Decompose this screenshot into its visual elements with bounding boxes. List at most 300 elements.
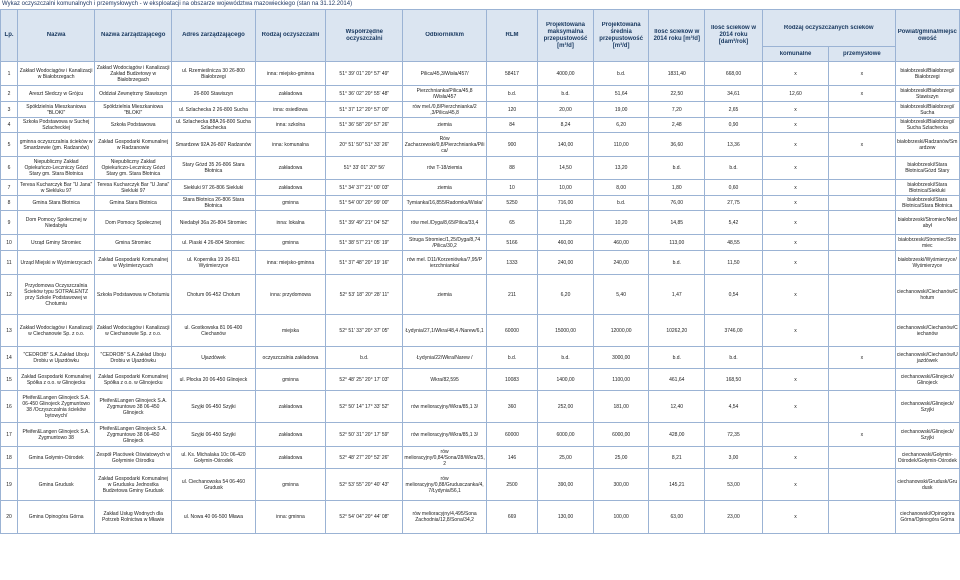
row-district: ciechanowski/Glinojeck/ Szyjki (895, 391, 959, 423)
row-plant-type: miejska (255, 315, 326, 347)
row-max-throughput: 6,20 (538, 275, 594, 315)
row-receiver: Łydynia/27,1/Wkra/48,4 /Narew/6,1 (403, 315, 486, 347)
row-sewage-dam: 0,60 (705, 180, 763, 196)
row-receiver: ziemia (403, 118, 486, 133)
row-rlm: b.d. (486, 347, 537, 369)
row-coords: 51° 36' 58" 20° 57' 26" (326, 118, 403, 133)
row-max-throughput: 1400,00 (538, 369, 594, 391)
row-avg-throughput: b.d. (593, 62, 649, 86)
header-plant-type: Rodzaj oczyszczalni (255, 10, 326, 62)
row-sewage-m3d: 428,00 (649, 423, 705, 447)
row-owner-address: ul. Nowa 40 06-500 Mława (172, 501, 255, 534)
row-max-throughput: 25,00 (538, 447, 594, 469)
row-owner-name: Zakład Gospodarki Komunalnej w Wyśmierzycach (95, 251, 172, 275)
row-sewage-m3d: 1831,40 (649, 62, 705, 86)
row-owner-name: Niepubliczny Zakład Opiekuńczo-Leczniczy Gózd Stary gm. Stara Błotnica (95, 157, 172, 180)
table-row (1, 196, 960, 211)
row-lp: 4 (1, 118, 18, 133)
row-plant-type: zakładowa (255, 423, 326, 447)
row-avg-throughput: 110,00 (593, 133, 649, 157)
row-owner-name: Zakład Gospodarki Komunalnej Spółka z o.o. w Glinojecku (95, 369, 172, 391)
row-avg-throughput: 51,64 (593, 86, 649, 102)
header-avg-throughput: Projektowana średnia przepustowość [m³/d] (593, 10, 649, 62)
row-lp: 10 (1, 235, 18, 251)
row-industrial (829, 157, 895, 180)
row-owner-name: Pfeifer&Langen Glinojeck S.A. Zygmuntowo 38 06-450 Glinojeck (95, 391, 172, 423)
row-coords: 51° 37' 12" 20° 57' 00" (326, 102, 403, 118)
row-owner-address: ul. Rzemieślnicza 30 26-800 Białobrzegi (172, 62, 255, 86)
row-industrial: x (829, 86, 895, 102)
row-coords: 52° 53' 55" 20° 40' 43" (326, 469, 403, 501)
row-avg-throughput: 181,00 (593, 391, 649, 423)
row-avg-throughput: 8,00 (593, 180, 649, 196)
header-communal: komunalne (762, 47, 828, 62)
row-rlm: 65 (486, 211, 537, 235)
row-sewage-m3d: 22,50 (649, 86, 705, 102)
table-row (1, 447, 960, 469)
row-rlm: b.d. (486, 86, 537, 102)
row-coords: 51° 39' 01" 20° 57' 49" (326, 62, 403, 86)
row-sewage-m3d: 63,00 (649, 501, 705, 534)
row-industrial (829, 275, 895, 315)
row-avg-throughput: 25,00 (593, 447, 649, 469)
row-avg-throughput: 100,00 (593, 501, 649, 534)
header-types-group: Rodzaj oczyszczanych ścieków (762, 10, 895, 47)
row-receiver: Struga Stromiec/1,25/Dyga/8,74 /Pilica/30,2 (403, 235, 486, 251)
table-row (1, 469, 960, 501)
row-communal: 12,60 (762, 86, 828, 102)
table-row (1, 251, 960, 275)
row-coords: 52° 48' 25" 20° 17' 03" (326, 369, 403, 391)
row-max-throughput: 14,50 (538, 157, 594, 180)
table-row (1, 315, 960, 347)
row-sewage-dam: 27,75 (705, 196, 763, 211)
row-sewage-dam: 2,65 (705, 102, 763, 118)
row-lp: 18 (1, 447, 18, 469)
row-name: Zakład Gospodarki Komunalnej Spółka z o.o. w Glinojecku (18, 369, 95, 391)
row-industrial (829, 251, 895, 275)
row-plant-type: oczyszczalnia zakładowa (255, 347, 326, 369)
row-name: gminna oczyszczalnia ścieków w Smardzewie (gm. Radzanów) (18, 133, 95, 157)
row-receiver: rów melioracyjny/Wkra/85,1 3/ (403, 391, 486, 423)
row-avg-throughput: 10,20 (593, 211, 649, 235)
row-rlm: 2500 (486, 469, 537, 501)
row-rlm: 88 (486, 157, 537, 180)
row-district: ciechanowski/Opinogóra Górna/Opinogóra Górna (895, 501, 959, 534)
row-avg-throughput: 3000,00 (593, 347, 649, 369)
row-owner-name: Oddział Zewnętrzny Stawiszyn (95, 86, 172, 102)
row-max-throughput: 10,00 (538, 180, 594, 196)
table-row (1, 423, 960, 447)
row-district: białobrzeski/Stromiec/Niedabył (895, 211, 959, 235)
row-district: białobrzeski/Białobrzegi/ Stawiszyn (895, 86, 959, 102)
row-rlm: 60000 (486, 423, 537, 447)
row-plant-type: inna: gminna (255, 501, 326, 534)
table-row (1, 369, 960, 391)
row-avg-throughput: 19,00 (593, 102, 649, 118)
row-sewage-dam: 34,61 (705, 86, 763, 102)
row-owner-name: Gmina Stara Błotnica (95, 196, 172, 211)
row-lp: 12 (1, 275, 18, 315)
row-plant-type: zakładowa (255, 391, 326, 423)
row-max-throughput: 130,00 (538, 501, 594, 534)
row-receiver: Łydynia/22/Wkra/Narew / (403, 347, 486, 369)
row-max-throughput: 240,00 (538, 251, 594, 275)
row-receiver: rów melioracyjny/4,495/Sona Zachodnia/12,8/Sona/34,2 (403, 501, 486, 534)
row-plant-type: inna: przydomowa (255, 275, 326, 315)
row-lp: 19 (1, 469, 18, 501)
row-name: Niepubliczny Zakład Opiekuńczo-Leczniczy Gózd Stary gm. Stara Błotnica (18, 157, 95, 180)
row-name: Pfeifer&Langen Glinojeck S.A. 06-450 Glinojeck Zygmuntowo 38 /Oczyszczalnia ścieków bytowych/ (18, 391, 95, 423)
table-row (1, 133, 960, 157)
row-lp: 13 (1, 315, 18, 347)
row-communal: x (762, 369, 828, 391)
row-owner-address: Szyjki 06-450 Szyjki (172, 423, 255, 447)
row-lp: 20 (1, 501, 18, 534)
row-coords: 20° 51' 50" 51° 33' 26" (326, 133, 403, 157)
row-owner-name: Zakład Gospodarki Komunalnej w Radzanowie (95, 133, 172, 157)
row-max-throughput: 390,00 (538, 469, 594, 501)
row-max-throughput: 20,00 (538, 102, 594, 118)
row-rlm: 900 (486, 133, 537, 157)
row-plant-type: inna: miejsko-gminna (255, 62, 326, 86)
row-owner-name: Szkoła Podstawowa (95, 118, 172, 133)
row-name: Gmina Opinogóra Górna (18, 501, 95, 534)
row-owner-address: Chotum 06-452 Chotum (172, 275, 255, 315)
row-industrial (829, 118, 895, 133)
row-sewage-m3d: 14,85 (649, 211, 705, 235)
row-max-throughput: 15000,00 (538, 315, 594, 347)
row-sewage-dam: 13,36 (705, 133, 763, 157)
row-industrial (829, 469, 895, 501)
row-district: białobrzeski/Stara Błotnica/Gózd Stary (895, 157, 959, 180)
row-name: Gmina Stara Błotnica (18, 196, 95, 211)
row-industrial (829, 501, 895, 534)
row-industrial (829, 369, 895, 391)
row-sewage-m3d: 7,20 (649, 102, 705, 118)
table-row (1, 180, 960, 196)
row-sewage-m3d: 1,80 (649, 180, 705, 196)
row-receiver: rów mel. D11/Korzeniówka/7,95/P ierzchnianka/ (403, 251, 486, 275)
row-sewage-m3d: 145,21 (649, 469, 705, 501)
row-receiver: rów mel./Dyga/8,65/Pilica/33,4 (403, 211, 486, 235)
row-lp: 3 (1, 102, 18, 118)
row-plant-type: inna: osiedlowa (255, 102, 326, 118)
row-communal: x (762, 251, 828, 275)
row-lp: 16 (1, 391, 18, 423)
row-owner-address: Stara Błotnica 26-806 Stara Błotnica (172, 196, 255, 211)
header-max-throughput: Projektowana maksymalna przepustowość [m³/d] (538, 10, 594, 62)
row-owner-name: Teresa Kucharczyk Bar "U Jana" Siekluki 97 (95, 180, 172, 196)
row-lp: 11 (1, 251, 18, 275)
row-name: Dom Pomocy Społecznej w Niedabyłu (18, 211, 95, 235)
row-communal (762, 423, 828, 447)
row-sewage-dam: 23,00 (705, 501, 763, 534)
row-receiver: Tymianka/16,855/Radomka/Wisła/ (403, 196, 486, 211)
row-communal (762, 347, 828, 369)
row-sewage-m3d: b.d. (649, 347, 705, 369)
row-district: ciechanowski/Ciechanów/Ujazdówek (895, 347, 959, 369)
row-owner-address: ul. Kopernika 19 26-811 Wyśmierzyce (172, 251, 255, 275)
row-sewage-dam: 53,00 (705, 469, 763, 501)
table-row (1, 86, 960, 102)
row-rlm: 5166 (486, 235, 537, 251)
table-row (1, 157, 960, 180)
table-row (1, 62, 960, 86)
row-sewage-m3d: 36,60 (649, 133, 705, 157)
row-industrial (829, 102, 895, 118)
row-max-throughput: 460,00 (538, 235, 594, 251)
row-avg-throughput: 6,20 (593, 118, 649, 133)
row-owner-address: ul. Ciechanowska 54 06-460 Grudusk (172, 469, 255, 501)
row-owner-address: ul. Szlachecka 88A 26-800 Sucha Szlachecka (172, 118, 255, 133)
header-owner-name: Nazwa zarządzającego (95, 10, 172, 62)
table-row (1, 275, 960, 315)
row-sewage-dam: 3746,00 (705, 315, 763, 347)
row-owner-address: ul. Szlachecka 2 26-800 Sucha (172, 102, 255, 118)
row-coords: 52° 51' 33" 20° 37' 05" (326, 315, 403, 347)
row-owner-address: Ujazdówek (172, 347, 255, 369)
row-receiver: ziemia (403, 275, 486, 315)
row-avg-throughput: 6000,00 (593, 423, 649, 447)
row-coords: 51° 54' 00" 20° 99' 00" (326, 196, 403, 211)
row-receiver: rów melioracyjny/Wkra/85,1 3/ (403, 423, 486, 447)
header-sewage-m3d: Ilość ścieków w 2014 roku [m³/d] (649, 10, 705, 62)
row-owner-name: Zakład Wodociągów i Kanalizacji Zakład Budżetowy w Białobrzegach (95, 62, 172, 86)
row-owner-address: Stary Gózd 35 26-806 Stara Błotnica (172, 157, 255, 180)
row-receiver: rów mel./0,8/Pierzchnianka/2 ,3/Pilica/45,8 (403, 102, 486, 118)
row-name: Urząd Gminy Stromiec (18, 235, 95, 251)
row-sewage-m3d: 113,00 (649, 235, 705, 251)
table-row (1, 347, 960, 369)
header-district: Powiat/gmina/miejscowość (895, 10, 959, 62)
page-title: Wykaz oczyszczalni komunalnych i przemysłowych - w eksploatacji na obszarze województwa mazowieckiego (stan na 31.12.2014) (2, 1, 353, 7)
header-rlm: RLM (486, 10, 537, 62)
row-max-throughput: 8,24 (538, 118, 594, 133)
row-plant-type: gminna (255, 235, 326, 251)
row-sewage-dam: 48,55 (705, 235, 763, 251)
row-sewage-dam: 0,90 (705, 118, 763, 133)
row-owner-name: Spółdzielnia Mieszkaniowa "BLOKI" (95, 102, 172, 118)
row-plant-type: zakładowa (255, 157, 326, 180)
row-industrial (829, 315, 895, 347)
header-sewage-dam: Ilość ścieków w 2014 roku [dam³/rok] (705, 10, 763, 62)
row-max-throughput: b.d. (538, 347, 594, 369)
row-rlm: 211 (486, 275, 537, 315)
row-avg-throughput: 13,20 (593, 157, 649, 180)
row-owner-name: Zakład Wodociągów i Kanalizacji w Ciechanowie Sp. z o.o. (95, 315, 172, 347)
row-communal: x (762, 62, 828, 86)
row-lp: 15 (1, 369, 18, 391)
row-lp: 14 (1, 347, 18, 369)
table-row (1, 102, 960, 118)
row-owner-name: Zakład Gospodarki Komunalnej w Grudusku Jednostka Budżetowa Gminy Grudusk (95, 469, 172, 501)
row-avg-throughput: 240,00 (593, 251, 649, 275)
row-plant-type: gminna (255, 469, 326, 501)
row-communal: x (762, 196, 828, 211)
row-coords: 52° 48' 27" 20° 52' 26" (326, 447, 403, 469)
table-row (1, 391, 960, 423)
row-name: Urząd Miejski w Wyśmierzycach (18, 251, 95, 275)
row-district: ciechanowski/Grudusk/Grudusk (895, 469, 959, 501)
row-coords: 52° 50' 31" 20° 17' 59" (326, 423, 403, 447)
row-district: białobrzeski/Stromiec/Stromiec (895, 235, 959, 251)
row-avg-throughput: b.d. (593, 196, 649, 211)
row-rlm: 146 (486, 447, 537, 469)
row-max-throughput: 11,20 (538, 211, 594, 235)
row-communal: x (762, 133, 828, 157)
row-owner-address: Smardzew 92A 26-807 Radzanów (172, 133, 255, 157)
row-sewage-dam: 72,35 (705, 423, 763, 447)
row-max-throughput: 252,00 (538, 391, 594, 423)
row-rlm: 58417 (486, 62, 537, 86)
row-communal: x (762, 118, 828, 133)
row-sewage-m3d: 461,64 (649, 369, 705, 391)
row-rlm: 60000 (486, 315, 537, 347)
row-owner-address: Szyjki 06-450 Szyjki (172, 391, 255, 423)
row-plant-type: zakładowa (255, 180, 326, 196)
row-coords: 51° 38' 57" 21° 05' 19" (326, 235, 403, 251)
row-district: ciechanowski/Ciechanów/Ciechanów (895, 315, 959, 347)
wastewater-table (0, 9, 960, 534)
row-sewage-m3d: 8,21 (649, 447, 705, 469)
row-owner-name: Szkoła Podstawowa w Chotumiu (95, 275, 172, 315)
row-name: Pfeifer&Langen Glinojeck S.A. Zygmuntowo 38 (18, 423, 95, 447)
row-district: białobrzeski/Radzanów/Smardzew (895, 133, 959, 157)
row-industrial (829, 211, 895, 235)
row-rlm: 10 (486, 180, 537, 196)
row-rlm: 120 (486, 102, 537, 118)
row-sewage-dam: 4,54 (705, 391, 763, 423)
row-communal: x (762, 315, 828, 347)
row-sewage-dam: 3,00 (705, 447, 763, 469)
row-lp: 6 (1, 157, 18, 180)
row-plant-type: gminna (255, 196, 326, 211)
row-receiver: Pilica/45,3/Wisła/457/ (403, 62, 486, 86)
table-body (1, 62, 960, 534)
row-coords: 51° 34' 37" 21° 00' 03" (326, 180, 403, 196)
row-lp: 7 (1, 180, 18, 196)
row-sewage-dam: b.d. (705, 157, 763, 180)
row-sewage-m3d: 76,00 (649, 196, 705, 211)
row-sewage-m3d: 2,48 (649, 118, 705, 133)
row-district: białobrzeski/Stara Błotnica/Stara Błotnica (895, 196, 959, 211)
row-communal: x (762, 102, 828, 118)
header-lp: Lp. (1, 10, 18, 62)
header-owner-address: Adres zarządzającego (172, 10, 255, 62)
row-coords: b.d. (326, 347, 403, 369)
row-max-throughput: 716,00 (538, 196, 594, 211)
row-owner-name: Zakład Usług Wodnych dla Potrzeb Rolnictwa w Mławie (95, 501, 172, 534)
row-sewage-dam: 11,50 (705, 251, 763, 275)
row-district: ciechanowski/Glinojeck/ Szyjki (895, 423, 959, 447)
row-communal: x (762, 157, 828, 180)
row-name: "CEDROB" S.A.Zakład Uboju Drobiu w Ujazdówku (18, 347, 95, 369)
row-rlm: 84 (486, 118, 537, 133)
row-sewage-m3d: 10262,20 (649, 315, 705, 347)
table-row (1, 211, 960, 235)
row-communal: x (762, 391, 828, 423)
row-avg-throughput: 300,00 (593, 469, 649, 501)
row-owner-address: ul. Piaski 4 26-804 Stromiec (172, 235, 255, 251)
row-owner-name: Zespół Placówek Oświatowych w Gołyminie Ośrodku (95, 447, 172, 469)
row-sewage-dam: 0,54 (705, 275, 763, 315)
row-sewage-dam: 668,00 (705, 62, 763, 86)
table-row (1, 235, 960, 251)
row-communal: x (762, 501, 828, 534)
table-row (1, 501, 960, 534)
row-sewage-dam: b.d. (705, 347, 763, 369)
row-coords: 51° 37' 48" 20° 19' 16" (326, 251, 403, 275)
row-lp: 2 (1, 86, 18, 102)
row-plant-type: zakładowa (255, 447, 326, 469)
row-rlm: 10083 (486, 369, 537, 391)
row-owner-name: Pfeifer&Langen Glinojeck S.A. Zygmuntowo 38 06-450 Glinojeck (95, 423, 172, 447)
row-receiver: Pierzchnianka/Pilica/45,8 /Wisła/457 (403, 86, 486, 102)
row-sewage-dam: 168,50 (705, 369, 763, 391)
row-sewage-dam: 5,42 (705, 211, 763, 235)
row-owner-address: 26-800 Stawiszyn (172, 86, 255, 102)
row-sewage-m3d: 1,47 (649, 275, 705, 315)
row-coords: 52° 50' 14" 17° 33' 52" (326, 391, 403, 423)
row-communal: x (762, 447, 828, 469)
row-district: ciechanowski/Gołymin-Ośrodek/Gołymin-Ośrodek (895, 447, 959, 469)
row-plant-type: inna: szkolna (255, 118, 326, 133)
row-name: Przydomowa Oczyszczalnia Ścieków typu SOTRALENTZ przy Szkole Podstawowej w Chotumiu (18, 275, 95, 315)
row-sewage-m3d: 12,40 (649, 391, 705, 423)
row-industrial (829, 180, 895, 196)
row-industrial: x (829, 133, 895, 157)
row-communal: x (762, 275, 828, 315)
row-owner-address: Siekluki 97 26-806 Siekluki (172, 180, 255, 196)
row-receiver: rów melioracyjny/0,84/Sona/28/Wkra/25,2 (404, 448, 485, 467)
row-owner-name: "CEDROB" S.A.Zakład Uboju Drobiu w Ujazdówku (95, 347, 172, 369)
row-max-throughput: 6000,00 (538, 423, 594, 447)
row-lp: 17 (1, 423, 18, 447)
row-owner-address: ul. Gostkowska 81 06-400 Ciechanów (172, 315, 255, 347)
row-communal: x (762, 469, 828, 501)
row-coords: 52° 53' 18" 20° 28' 11" (326, 275, 403, 315)
header-receiver: Odbiornik/km (403, 10, 486, 62)
row-plant-type: inna: miejsko-gminna (255, 251, 326, 275)
row-avg-throughput: 12000,00 (593, 315, 649, 347)
row-receiver: rów T-18/ziemia (403, 157, 486, 180)
row-district: białobrzeski/Białobrzegi/ Sucha Szlachecka (895, 118, 959, 133)
row-industrial (829, 235, 895, 251)
row-coords: 51° 39' 49" 21° 04' 52" (326, 211, 403, 235)
row-avg-throughput: 460,00 (593, 235, 649, 251)
row-name: Spółdzielnia Mieszkaniowa "BLOKI" (18, 102, 95, 118)
row-district: ciechanowski/Glinojeck/ Glinojeck (895, 369, 959, 391)
row-rlm: 360 (486, 391, 537, 423)
row-lp: 9 (1, 211, 18, 235)
row-communal: x (762, 180, 828, 196)
row-district: białobrzeski/Wyśmierzyce/Wyśmierzyce (895, 251, 959, 275)
row-receiver: Rów Zacharzewski/0,8/Pierzchnianka/Pilica/ (403, 133, 486, 157)
row-receiver: Wkra/82,595 (403, 369, 486, 391)
row-owner-name: Gmina Stromiec (95, 235, 172, 251)
row-name: Areszt Śledczy w Grójcu (18, 86, 95, 102)
row-communal: x (762, 235, 828, 251)
row-lp: 1 (1, 62, 18, 86)
row-max-throughput: 4000,00 (538, 62, 594, 86)
row-plant-type: inna: komunalna (255, 133, 326, 157)
row-plant-type: gminna (255, 369, 326, 391)
row-industrial (829, 196, 895, 211)
row-owner-address: ul. Płocka 20 06-450 Glinojeck (172, 369, 255, 391)
row-rlm: 5250 (486, 196, 537, 211)
row-industrial (829, 447, 895, 469)
